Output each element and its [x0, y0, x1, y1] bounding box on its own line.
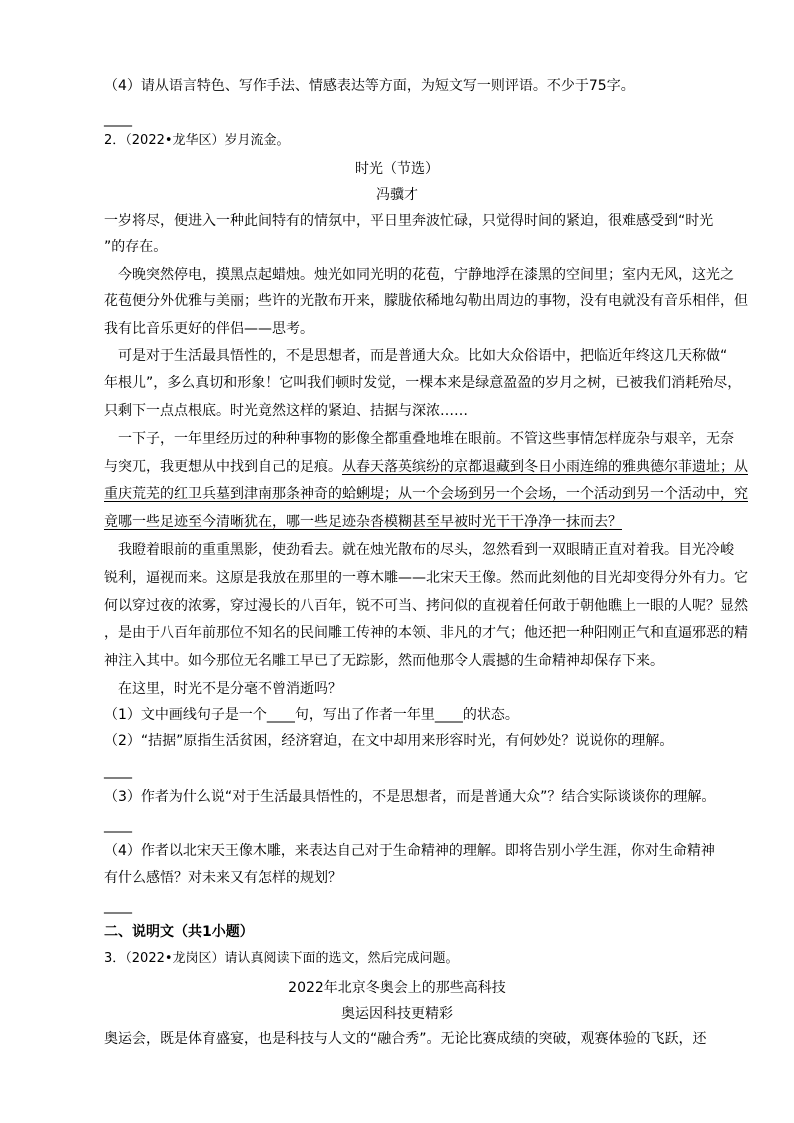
- paragraph-line: 可是对于生活最具悟性的，不是思想者，而是普通大众。比如大众俗语中，把临近年终这几天称做“: [118, 348, 728, 364]
- question-3: （3）作者为什么说“对于生活最具悟性的，不是思想者，而是普通大众”？结合实际谈谈你的理解。: [104, 789, 716, 805]
- q2-header: 2．（2022•龙华区）岁月流金。: [104, 133, 290, 148]
- section-heading: 二、说明文（共1小题）: [104, 924, 254, 940]
- paragraph-line: 一岁将尽，便进入一种此间特有的情氛中，平日里奔波忙碌，只觉得时间的紧迫，很难感受到“时光: [104, 213, 714, 229]
- answer-blank[interactable]: ____: [104, 898, 132, 914]
- passage-author: 冯骥才: [376, 187, 418, 203]
- underlined-sentence: 重庆荒芜的红卫兵墓到津南那条神奇的蛤蜊堤；从一个会场到另一个会场，一个活动到另一个活动中，究: [104, 486, 748, 502]
- paragraph-line: ，是由于八百年前那位不知名的民间雕工传神的本领、非凡的才气；他还把一种阳刚正气和直逼邪恶的精: [104, 625, 748, 641]
- paragraph-line: 我有比音乐更好的伴侣——思考。: [104, 321, 314, 337]
- fill-blank[interactable]: ____: [266, 707, 295, 723]
- article-subtitle: 奥运因科技更精彩: [341, 1006, 453, 1022]
- answer-blank: ____: [104, 111, 132, 127]
- question-2: （2）“拮据”原指生活贫困，经济窘迫，在文中却用来形容时光，有何妙处？说说你的理解。: [104, 733, 674, 749]
- q1-item4: （4）请从语言特色、写作手法、情感表达等方面，为短文写一则评语。不少于75字。: [104, 78, 635, 94]
- answer-blank[interactable]: ____: [104, 817, 132, 833]
- paragraph-line: 花苞便分外优雅与美丽；些许的光散布开来，朦胧依稀地勾勒出周边的事物，没有电就没有音乐相伴，但: [104, 293, 748, 309]
- paragraph-line: 一下子，一年里经历过的种种事物的影像全都重叠地堆在眼前。不管这些事情怎样庞杂与艰辛，无奈: [118, 431, 734, 447]
- underlined-sentence: 竟哪一些足迹至今清晰犹在，哪一些足迹杂沓模糊甚至早被时光干干净净一抹而去？: [104, 514, 622, 530]
- paragraph-line: 神注入其中。如今那位无名雕工早已了无踪影，然而他那令人震撼的生命精神却保存下来。: [104, 653, 664, 669]
- paragraph-line: 在这里，时光不是分毫不曾消逝吗？: [118, 681, 342, 697]
- paragraph-line: 年根儿”，多么真切和形象！它叫我们顿时发觉，一棵本来是绿意盈盈的岁月之树，已被我们消耗殆尽，: [104, 375, 742, 391]
- fill-blank[interactable]: ____: [434, 707, 463, 723]
- paragraph-line: 只剩下一点点根底。时光竟然这样的紧迫、拮据与深浓……: [104, 403, 468, 419]
- underlined-sentence: 从春天落英缤纷的京都退藏到冬日小雨连绵的雅典德尔菲遗址；从: [342, 459, 748, 475]
- paragraph-line: 今晚突然停电，摸黑点起蜡烛。烛光如同光明的花苞，宁静地浮在漆黑的空间里；室内无风，这光之: [118, 267, 734, 283]
- paragraph-line: 奥运会，既是体育盛宴，也是科技与人文的“融合秀”。无论比赛成绩的突破，观赛体验的飞跃，还: [104, 1031, 707, 1047]
- article-title: 2022年北京冬奥会上的那些高科技: [288, 980, 506, 996]
- answer-blank[interactable]: ____: [104, 763, 132, 779]
- paragraph-line: [104, 458, 748, 476]
- question-4: （4）作者以北宋天王像木雕，来表达自己对于生命精神的理解。即将告别小学生涯，你对生命精神: [104, 843, 715, 859]
- paragraph-line: 锐利，逼视而来。这原是我放在那里的一尊木雕——北宋天王像。然而此刻他的目光却变得分外有力。它: [104, 570, 748, 586]
- paragraph-line: 何以穿过夜的浓雾，穿过漫长的八百年，锐不可当、拷问似的直视着任何敢于朝他瞧上一眼的人呢？显然: [104, 598, 748, 614]
- q3-header: 3．（2022•龙岗区）请认真阅读下面的选文，然后完成问题。: [104, 951, 459, 966]
- question-1: （1）文中画线句子是一个____句，写出了作者一年里____的状态。: [104, 707, 519, 723]
- paragraph-line: ”的存在。: [104, 239, 168, 255]
- passage-title: 时光（节选）: [355, 161, 439, 177]
- paragraph-line: 我瞪着眼前的重重黑影，使劲看去。就在烛光散布的尽头，忽然看到一双眼睛正直对着我。目光冷峻: [118, 542, 734, 558]
- question-4-cont: 有什么感悟？对未来又有怎样的规划？: [104, 870, 342, 886]
- plain-text: 与突兀，我更想从中找到自己的足痕。: [104, 459, 342, 475]
